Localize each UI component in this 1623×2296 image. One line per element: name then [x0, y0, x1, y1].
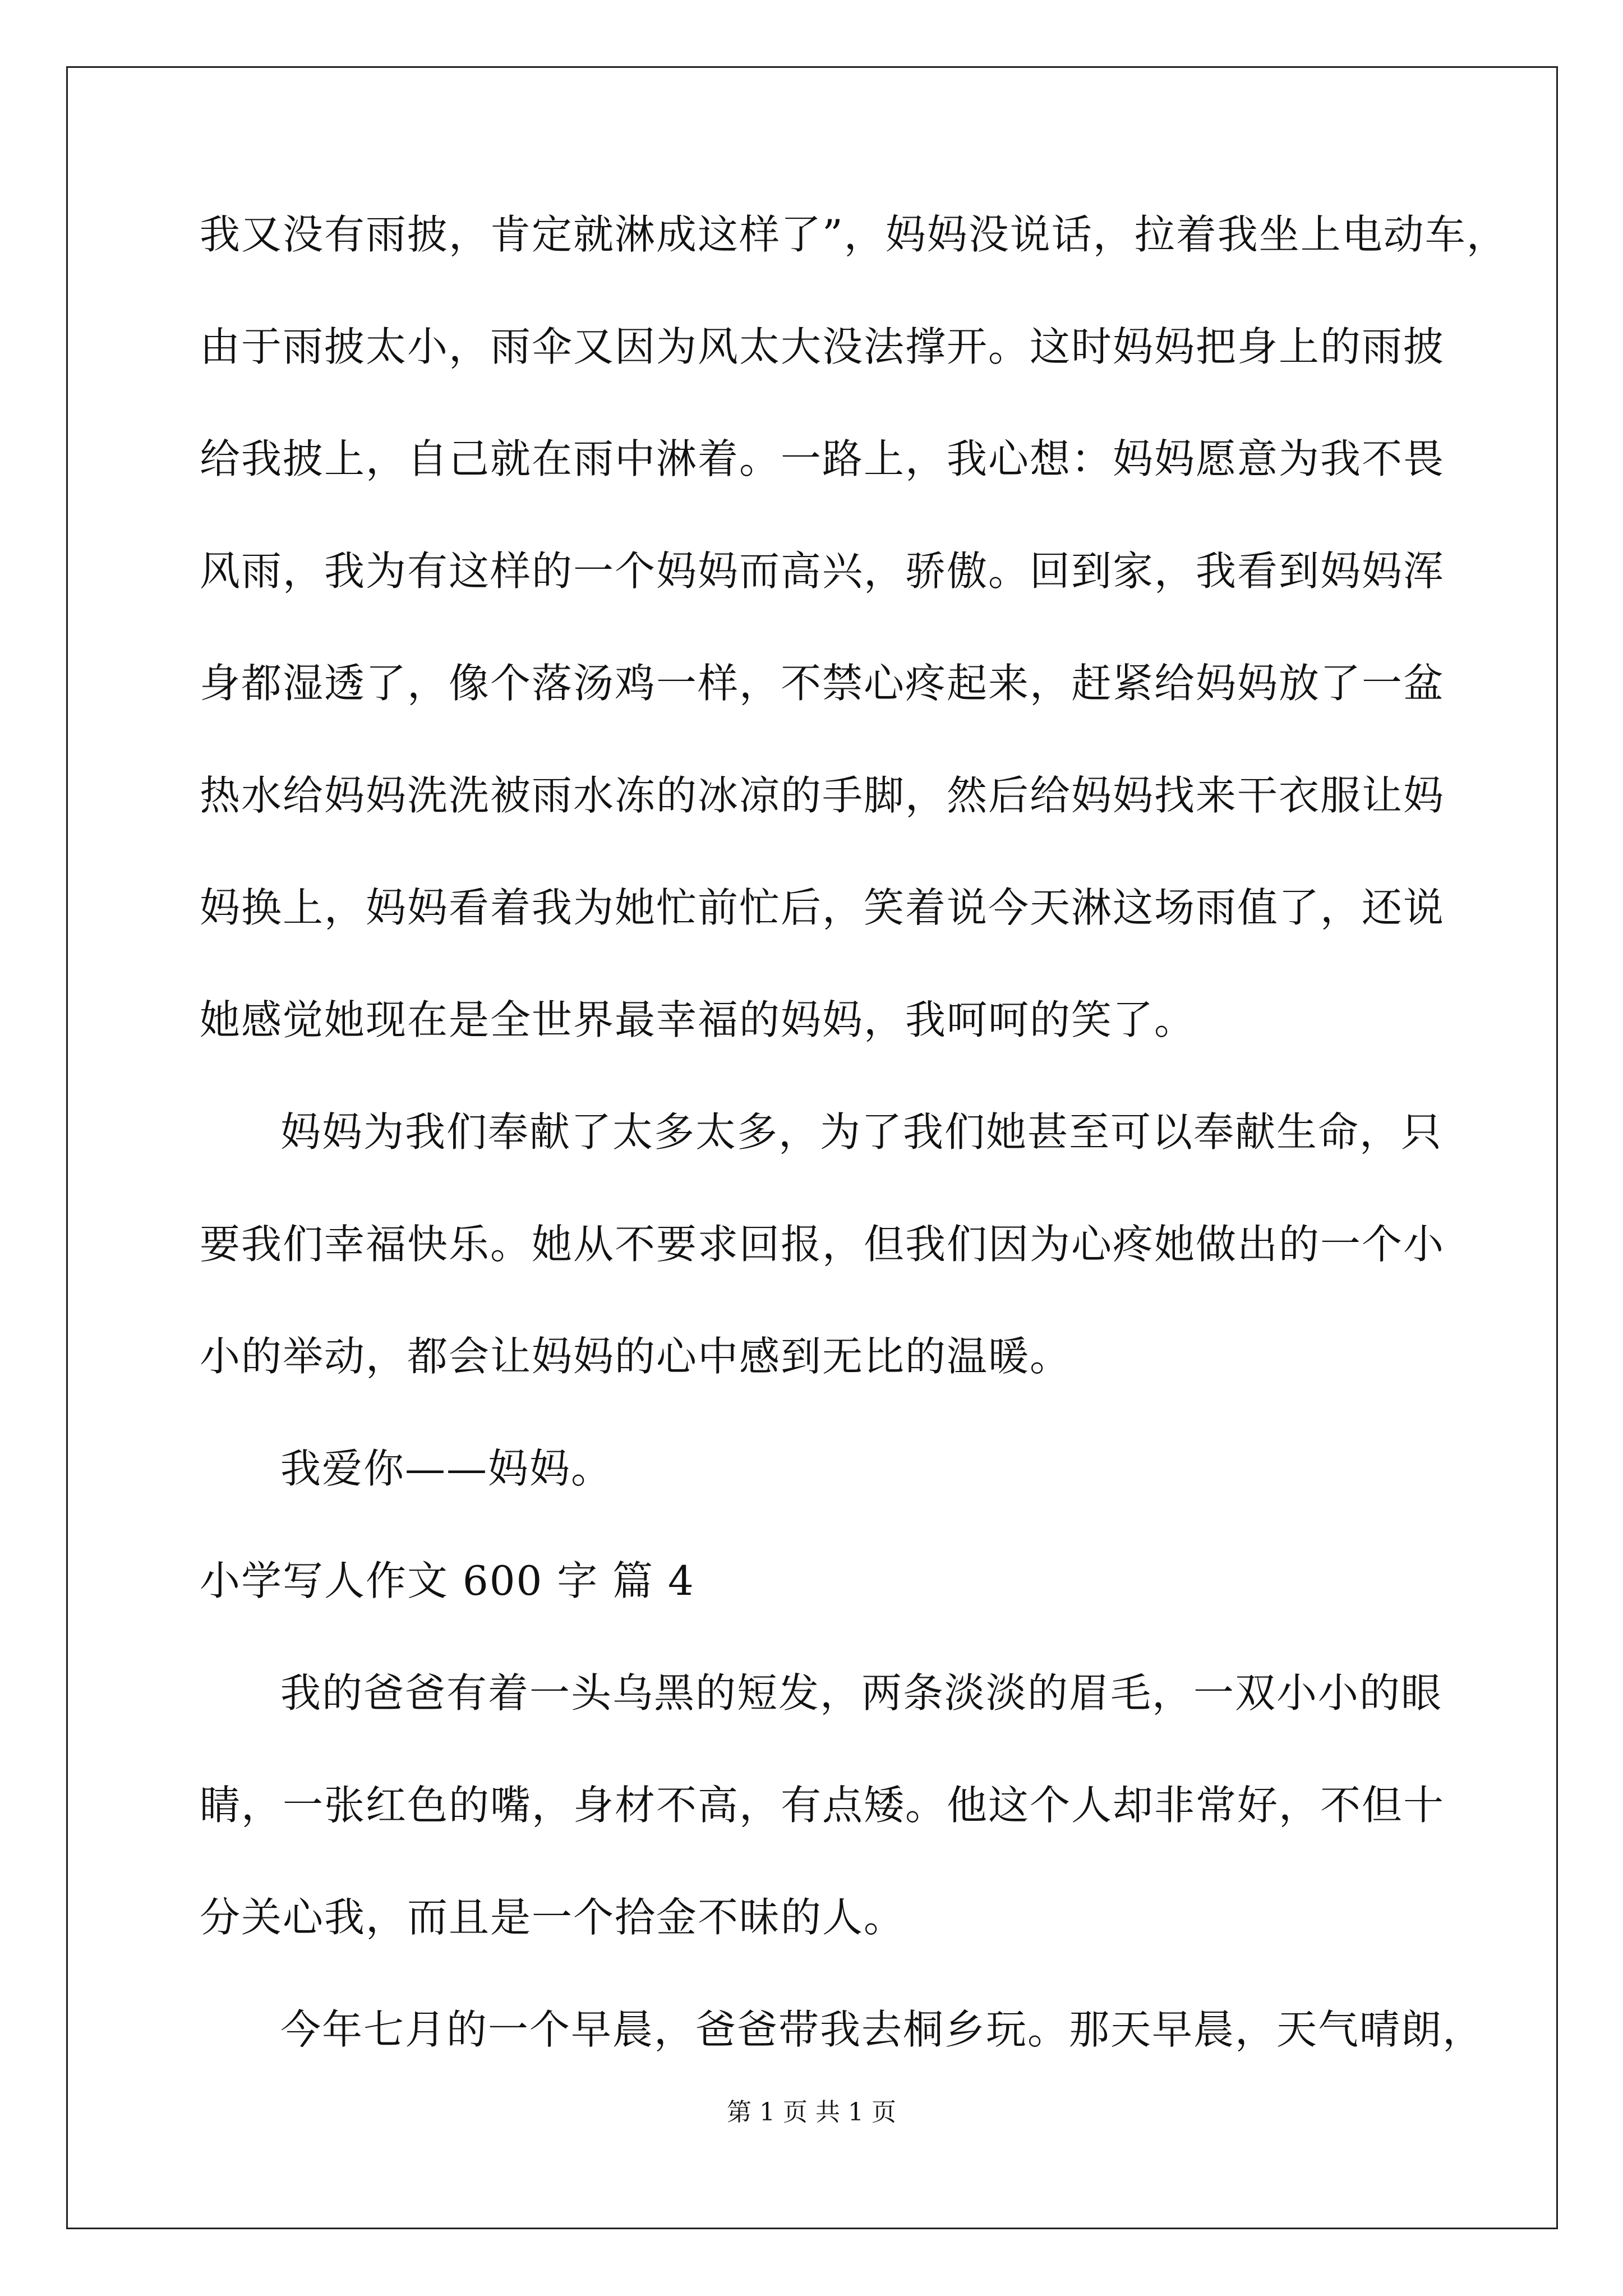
text-line: 睛，一张红色的嘴，身材不高，有点矮。他这个人却非常好，不但十 [200, 1782, 1445, 1829]
text-line: 我的爸爸有着一头乌黑的短发，两条淡淡的眉毛，一双小小的眼 [280, 1669, 1443, 1717]
text-line: 她感觉她现在是全世界最幸福的妈妈，我呵呵的笑了。 [200, 996, 1196, 1043]
text-line: 今年七月的一个早晨，爸爸带我去桐乡玩。那天早晨，天气晴朗， [280, 2006, 1484, 2053]
text-line: 分关心我，而且是一个拾金不昧的人。 [200, 1894, 906, 1941]
text-line: 给我披上，自己就在雨中淋着。一路上，我心想：妈妈愿意为我不畏 [200, 435, 1445, 482]
text-line: 要我们幸福快乐。她从不要求回报，但我们因为心疼她做出的一个小 [200, 1221, 1445, 1268]
text-line: 我又没有雨披，肯定就淋成这样了”，妈妈没说话，拉着我坐上电动车， [200, 211, 1508, 258]
text-line: 由于雨披太小，雨伞又因为风太大没法撑开。这时妈妈把身上的雨披 [200, 323, 1445, 370]
text-line: 我爱你——妈妈。 [280, 1445, 613, 1492]
text-line: 小的举动，都会让妈妈的心中感到无比的温暖。 [200, 1333, 1072, 1380]
text-line: 妈换上，妈妈看着我为她忙前忙后，笑着说今天淋这场雨值了，还说 [200, 884, 1445, 931]
text-line: 妈妈为我们奉献了太多太多，为了我们她甚至可以奉献生命，只 [280, 1108, 1443, 1156]
text-line: 身都湿透了，像个落汤鸡一样，不禁心疼起来，赶紧给妈妈放了一盆 [200, 660, 1445, 707]
text-line: 风雨，我为有这样的一个妈妈而高兴，骄傲。回到家，我看到妈妈浑 [200, 547, 1445, 595]
text-line: 热水给妈妈洗洗被雨水冻的冰凉的手脚，然后给妈妈找来干衣服让妈 [200, 772, 1445, 819]
section-heading: 小学写人作文 600 字 篇 4 [200, 1557, 695, 1604]
page-footer: 第 1 页 共 1 页 [727, 2098, 896, 2127]
